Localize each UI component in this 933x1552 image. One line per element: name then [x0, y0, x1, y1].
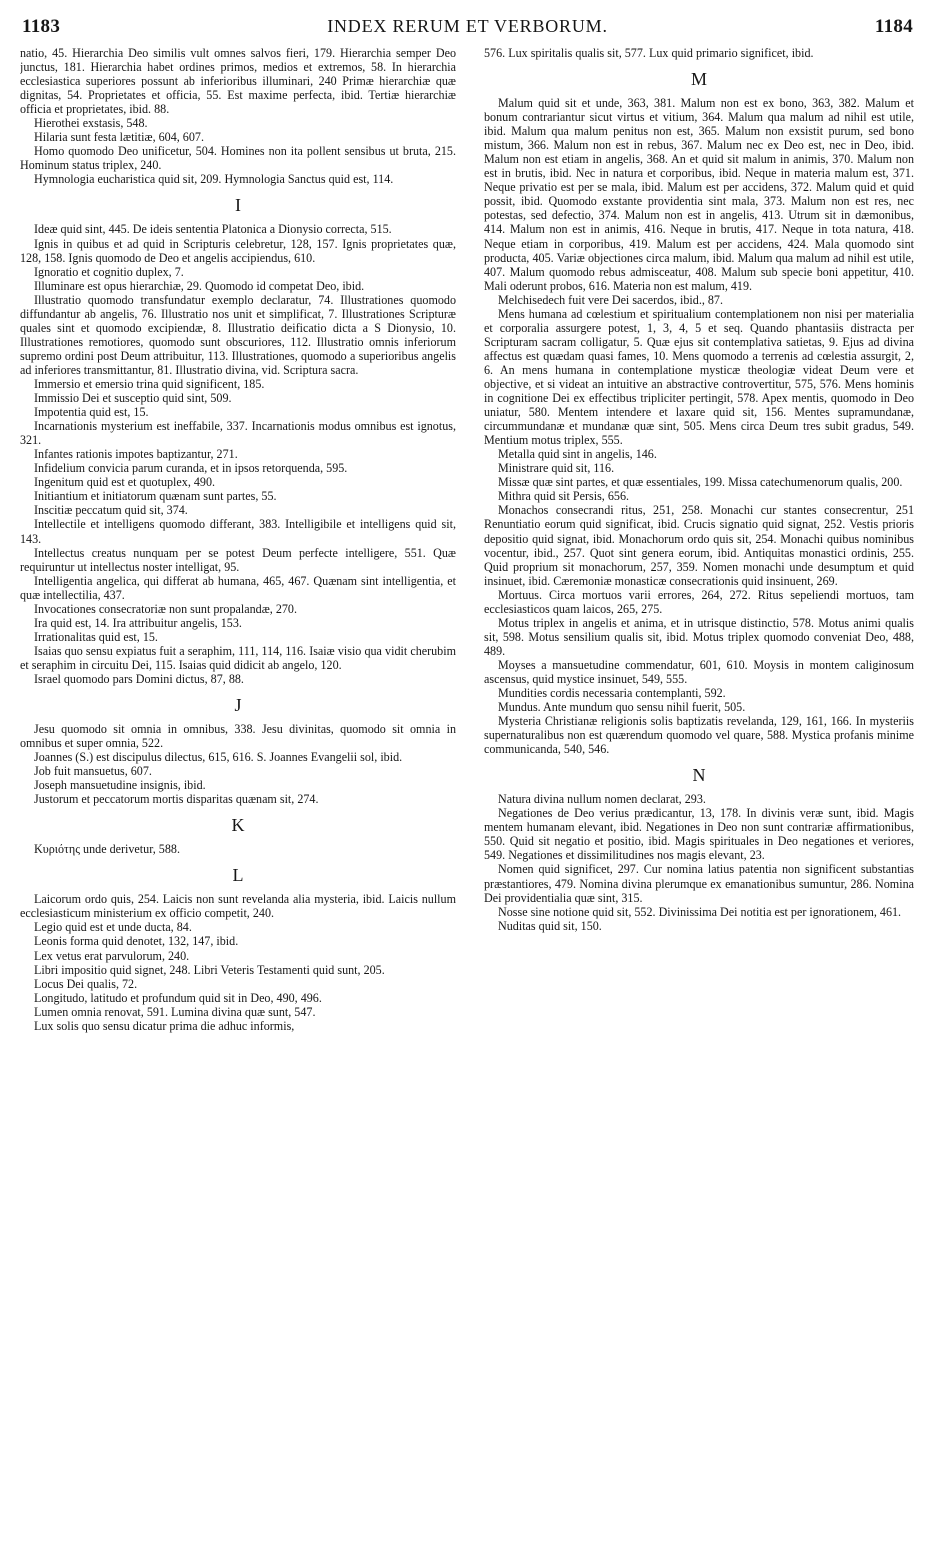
index-entry: Infidelium convicia parum curanda, et in ipsos retorquenda, 595. [34, 461, 348, 476]
index-entry: Infantes rationis impotes baptizantur, 271. [34, 447, 238, 462]
index-entry: Motus triplex in angelis et anima, et in utrisque distinctio, 578. Motus animi qualis sit, 598. Motus sensilium qualis sit, ibid. Motus triplex quomodo conveniat Deo, 488, 489. [484, 615, 914, 658]
section-n-entries [484, 792, 914, 932]
index-entry: Homo quomodo Deo unificetur, 504. Homines non ita pollent sensibus ut bruta, 215. Hominum status triplex, 240. [20, 144, 456, 173]
index-entry: Jesu quomodo sit omnia in omnibus, 338. Jesu divinitas, quomodo sit omnia in omnibus et super omnia, 522. [20, 722, 456, 751]
index-entry: Ideæ quid sint, 445. De ideis sententia Platonica a Dionysio correcta, 515. [34, 222, 392, 237]
index-entry: Israel quomodo pars Domini dictus, 87, 88. [34, 671, 244, 686]
index-entry: Negationes de Deo verius prædicantur, 13, 178. In divinis veræ sunt, ibid. Magis mentem humanam elevant, ibid. Negationes in Deo non sunt contrariæ affirmationibus, 550. Quid sit negatio et positio, ibid. Magis spirituales in Deo negationes et veriores, 549. Negationes et dissimilitudines nos magis elevant, 23. [484, 806, 914, 863]
index-entry: Incarnationis mysterium est ineffabile, 337. Incarnationis modus omnibus est ignotus, 321. [20, 419, 456, 448]
index-entry: Metalla quid sint in angelis, 146. [498, 447, 657, 462]
index-entry: Mortuus. Circa mortuos varii errores, 264, 272. Ritus sepeliendi mortuos, tam ecclesiasticos quam laicos, 265, 275. [484, 587, 914, 616]
index-entry: 576. Lux spiritalis qualis sit, 577. Lux quid primario significet, ibid. [484, 46, 814, 60]
index-entry: Longitudo, latitudo et profundum quid sit in Deo, 490, 496. [34, 990, 322, 1005]
letter-heading-j: J [234, 695, 242, 716]
index-entry: Moyses a mansuetudine commendatur, 601, 610. Moysis in montem caliginosum ascensus, quid mystice insinuet, 549, 555. [484, 657, 914, 686]
index-entry: Inscitiæ peccatum quid sit, 374. [34, 503, 188, 518]
page-number-right: 1184 [874, 16, 913, 37]
index-entry: Lex vetus erat parvulorum, 240. [34, 948, 190, 963]
index-entry: Mysteria Christianæ religionis solis baptizatis revelanda, 129, 161, 166. In mysteriis supernaturalibus non est quærendum quomodo vel quare, 588. Mystica profanis minime communicanda, 540, 546. [484, 714, 914, 757]
left-column [20, 46, 456, 1546]
index-entry: Nomen quid significet, 297. Cur nomina latius patentia non significent substantias præstantiores, 479. Nomina divina plerumque ex emanationibus sumuntur, 286. Nomina Dei providentialia quæ sint, 315. [484, 862, 914, 905]
letter-heading-m: M [690, 69, 707, 90]
index-entry: Lux solis quo sensu dicatur prima die adhuc informis, [34, 1018, 295, 1033]
section-i-entries [20, 222, 456, 686]
index-entry: Ira quid est, 14. Ira attribuitur angelis, 153. [34, 615, 242, 630]
index-entry: Melchisedech fuit vere Dei sacerdos, ibid., 87. [498, 292, 724, 307]
index-entry: Leonis forma quid denotet, 132, 147, ibid. [34, 934, 239, 949]
letter-heading-k: K [231, 815, 245, 836]
index-entry: Nuditas quid sit, 150. [498, 918, 602, 933]
index-entry: Hilaria sunt festa lætitiæ, 604, 607. [34, 130, 204, 145]
index-entry: Mithra quid sit Persis, 656. [498, 489, 630, 504]
section-l-continued [484, 46, 914, 60]
index-entry: Initiantium et initiatorum quænam sunt partes, 55. [34, 489, 277, 504]
section-k-entries [20, 842, 456, 856]
section-j-entries [20, 722, 456, 806]
index-entry: Justorum et peccatorum mortis disparitas quænam sit, 274. [34, 792, 319, 807]
index-entry: Immissio Dei et susceptio quid sint, 509. [34, 391, 232, 406]
section-h-continued [20, 46, 456, 186]
index-entry: Malum quid sit et unde, 363, 381. Malum non est ex bono, 363, 382. Malum et bonum contrariantur sicut virtus et vitium, 364. Malum qua malum ad nihil est utile, ibid. Malum qua malum penitus non est, 365. Malum non exsistit purum, sed bono mistum, 366. Malum non est in rebus, 367. Malum nec ex Deo est, nec in Deo, ibid. Malum non est etiam in angelis, 368. An et quid sit malum in animis, 370. Malum non est in brutis, ibid. Nec in natura et corporibus, ibid. Neque in materia malum est, 371. Neque privatio est per se mala, ibid. Malum est per accidens, 372. Malum quid et quid possit, ibid. Quomodo exstante providentia sint mala, 373. Malum non est res, nec potestas, sed defectio, 374. Malum non est in angelis, 413. Utrum sit in dæmonibus, 414. Malum non est in animis, 416. Neque in brutis, 417. Neque in tota natura, 418. Neque etiam in corporibus, 419. Malum est per accidens, 424. Mala quomodo sint producta, 405. Variæ objectiones circa malum, ibid. Malum qua malum ad nihil est utile, 407. Malum quomodo rebus admisceatur, 408. Malum sub specie boni appetitur, 410. Mali oderunt probos, 616. Materia non est malum, 419. [484, 96, 914, 293]
index-entry: Nosse sine notione quid sit, 552. Divinissima Dei notitia est per ignorationem, 461. [498, 904, 902, 919]
index-entry: Mundus. Ante mundum quo sensu nihil fuerit, 505. [498, 700, 746, 715]
index-entry: Isaias quo sensu expiatus fuit a seraphim, 111, 114, 116. Isaiæ visio qua vidit cherubim et seraphim in circuitu Dei, 115. Isaias quid didicit ab angelo, 120. [20, 643, 456, 672]
index-entry: Monachos consecrandi ritus, 251, 258. Monachi cur stantes consecrentur, 251 Renuntiatio eorum quid significat, ibid. Crucis signatio quid signat, 252. Vestis prioris depositio quid signat, ibid. Monachorum ordo quis sit, 254. Monachi quibus nominibus vocentur, ibid., 257. Quot sint genera eorum, ibid. Antiquitas monastici ordinis, 255. Quid proprium sit monachorum, 257, 359. Nomen monachi unde desumptum et quid insinuet, ibid. Cæremoniæ monasticæ consecrationis quid insinuent, 269. [484, 503, 914, 588]
index-entry: Ministrare quid sit, 116. [498, 461, 615, 476]
running-title: INDEX RERUM ET VERBORUM. [327, 16, 608, 36]
letter-heading-n: N [692, 765, 706, 786]
letter-heading-l: L [232, 865, 244, 886]
index-entry: Legio quid est et unde ducta, 84. [34, 920, 192, 935]
index-entry: Illuminare est opus hierarchiæ, 29. Quomodo id competat Deo, ibid. [34, 278, 365, 293]
index-entry: Mundities cordis necessaria contemplanti, 592. [498, 686, 726, 701]
index-entry: Intellectile et intelligens quomodo differant, 383. Intelligibile et intelligens quid sit, 143. [20, 517, 456, 546]
index-entry: Mens humana ad cœlestium et spiritualium contemplationem non nisi per materialia et corporalia assurgere potest, 1, 3, 4, 5 et seq. Quando phantasiis distracta per Scripturam sacram colligatur, 5. Quæ ejus sit contemplativa satietas, 9. Ejus ad divina affectus est quædam quasi fames, 10. Mens quomodo a terrenis ad cœlestia assurgit, 2, 6. An mens humana in contemplatione mysticæ theologiæ videat Deum vere et objective, et si videat an intuitive an abstractive controvertitur, 575, 576. Mens hominis in cognitione Dei ex effectibus tripliciter pertingit, 578. Apex mentis, quomodo in Deo uniatur, 580. Mentem intendere et laxare quid sit, 156. Mentes supramundanæ, circummundanæ et mundanæ quæ sint, 505. Mens circa Deum tres subit gradus, 549. Mentium motus triplex, 555. [484, 306, 914, 448]
index-entry: Illustratio quomodo transfundatur exemplo declaratur, 74. Illustrationes quomodo diffundantur ab angelis, 76. Illustratio nos unit et simplificat, 7. Illustrationes Scripturæ quales sint et quomodo excipiendæ, 8. Illustratio deificatio dicta a S Dionysio, 10. Illustrationes remotiores, quomodo sunt obscuriores, 112. Illustratio omnis inferiorum supremo ordini post Deum attribuitur, 113. Illustrationes, quomodo a superioribus angelis ad inferiores transmittantur, 81. Illustratio divina, vid. Scriptura sacra. [20, 292, 456, 377]
index-entry: Κυριότης unde derivetur, 588. [34, 842, 180, 857]
section-l-entries [20, 892, 456, 1032]
index-entry: Impotentia quid est, 15. [34, 405, 149, 420]
index-entry: Laicorum ordo quis, 254. Laicis non sunt revelanda alia mysteria, ibid. Laicis nullum ecclesiasticum ministerium ex officio competit, 240. [20, 892, 456, 921]
page-header [22, 16, 913, 42]
index-entry: Immersio et emersio trina quid significent, 185. [34, 376, 265, 391]
index-entry: Missæ quæ sint partes, et quæ essentiales, 199. Missa catechumenorum qualis, 200. [498, 475, 903, 490]
index-entry: Locus Dei qualis, 72. [34, 976, 138, 991]
index-entry: Hymnologia eucharistica quid sit, 209. Hymnologia Sanctus quid est, 114. [34, 172, 394, 187]
index-entry: Job fuit mansuetus, 607. [34, 764, 152, 779]
index-entry: natio, 45. Hierarchia Deo similis vult omnes salvos fieri, 179. Hierarchia semper Deo junctus, 181. Hierarchia habet ordines primos, medios et extremos, 58. In hierarchia ecclesiastica superiores possunt ab inferioribus illuminari, 240 Primæ hierarchiæ quæ dignitas, 54. Proprietates et officia, 55. Est maxime perfecta, ibid. Tertiæ hierarchiæ officia et proprietates, ibid. 88. [20, 46, 456, 117]
index-entry: Natura divina nullum nomen declarat, 293. [498, 792, 706, 807]
index-entry: Lumen omnia renovat, 591. Lumina divina quæ sunt, 547. [34, 1004, 316, 1019]
index-entry: Ignoratio et cognitio duplex, 7. [34, 264, 184, 279]
index-entry: Joseph mansuetudine insignis, ibid. [34, 778, 206, 793]
index-entry: Irrationalitas quid est, 15. [34, 629, 158, 644]
index-entry: Hierothei exstasis, 548. [34, 116, 148, 131]
right-column [484, 46, 914, 1546]
index-entry: Intelligentia angelica, qui differat ab humana, 465, 467. Quænam sint intelligentia, et quæ intellectilia, 437. [20, 573, 456, 602]
index-entry: Libri impositio quid signet, 248. Libri Veteris Testamenti quid sunt, 205. [34, 962, 385, 977]
letter-heading-i: I [235, 195, 241, 216]
section-m-entries [484, 96, 914, 756]
index-entry: Ingenitum quid est et quotuplex, 490. [34, 475, 216, 490]
index-entry: Invocationes consecratoriæ non sunt propalandæ, 270. [34, 601, 297, 616]
index-entry: Ignis in quibus et ad quid in Scripturis celebretur, 128, 157. Ignis proprietates quæ, 128, 158. Ignis quomodo de Deo et angelis accipiendus, 610. [20, 236, 456, 265]
index-entry: Intellectus creatus nunquam per se potest Deum perfecte intelligere, 551. Quæ requiruntur ut intellectus noster intelligat, 95. [20, 545, 456, 574]
page-number-left: 1183 [22, 16, 61, 37]
index-entry: Joannes (S.) est discipulus dilectus, 615, 616. S. Joannes Evangelii sol, ibid. [34, 750, 403, 765]
